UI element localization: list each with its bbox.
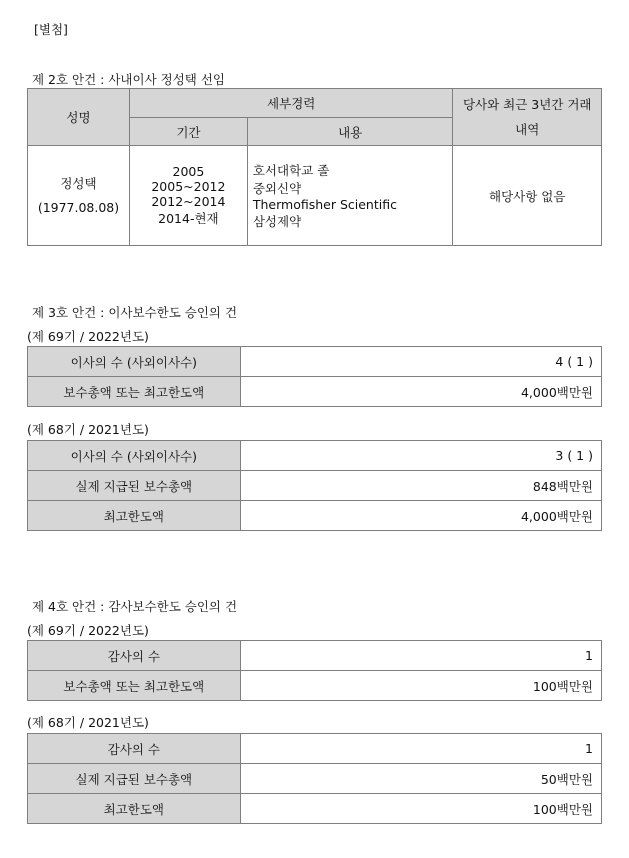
row-label: 이사의 수 (사외이사수) [28, 347, 241, 377]
career-contents [247, 146, 453, 246]
row-label: 보수총액 또는 최고한도액 [28, 377, 241, 407]
career-content: 호서대학교 졸 [252, 163, 330, 178]
career-period: 2005~2012 [151, 179, 226, 194]
career-content: 중외신약 [252, 181, 302, 196]
director-career-table [27, 88, 602, 246]
person-name: 정성택 [60, 175, 97, 191]
agenda3-previous-period: (제 68기 / 2021년도) [27, 422, 149, 437]
header-name: 성명 [28, 89, 130, 146]
row-value: 1 [240, 641, 601, 671]
person-name-cell [28, 146, 130, 246]
row-value: 3 ( 1 ) [240, 441, 601, 471]
career-period: 2014-현재 [158, 211, 219, 226]
agenda4-current-period: (제 69기 / 2022년도) [27, 623, 149, 638]
auditor-pay-current-table [27, 640, 602, 701]
row-value: 1 [240, 734, 601, 764]
row-label: 실제 지급된 보수총액 [28, 471, 241, 501]
agenda3-title: 제 3호 안건 : 이사보수한도 승인의 건 [32, 305, 238, 320]
attachment-label: [별첨] [34, 22, 68, 37]
transactions-value: 해당사항 없음 [453, 146, 602, 246]
person-birth: (1977.08.08) [37, 199, 120, 215]
header-period: 기간 [129, 118, 247, 146]
row-value: 100백만원 [240, 671, 601, 701]
header-transactions: 당사와 최근 3년간 거래내역 [453, 89, 602, 146]
career-content: 삼성제약 [252, 214, 302, 229]
header-content: 내용 [247, 118, 453, 146]
row-label: 최고한도액 [28, 501, 241, 531]
agenda4-previous-period: (제 68기 / 2021년도) [27, 715, 149, 730]
row-value: 100백만원 [240, 794, 601, 824]
career-content: Thermofisher Scientific [252, 197, 397, 212]
row-label: 보수총액 또는 최고한도액 [28, 671, 241, 701]
row-label: 감사의 수 [28, 734, 241, 764]
director-pay-current-table [27, 346, 602, 407]
row-label: 실제 지급된 보수총액 [28, 764, 241, 794]
header-career: 세부경력 [129, 89, 452, 118]
career-period: 2005 [172, 164, 205, 179]
career-periods [129, 146, 247, 246]
row-label: 감사의 수 [28, 641, 241, 671]
agenda4-title: 제 4호 안건 : 감사보수한도 승인의 건 [32, 599, 238, 614]
row-value: 848백만원 [240, 471, 601, 501]
director-pay-previous-table [27, 440, 602, 531]
agenda2-title: 제 2호 안건 : 사내이사 정성택 선임 [32, 72, 225, 87]
auditor-pay-previous-table [27, 733, 602, 824]
agenda3-current-period: (제 69기 / 2022년도) [27, 329, 149, 344]
row-value: 4 ( 1 ) [240, 347, 601, 377]
row-value: 4,000백만원 [240, 501, 601, 531]
row-value: 4,000백만원 [240, 377, 601, 407]
row-label: 최고한도액 [28, 794, 241, 824]
row-label: 이사의 수 (사외이사수) [28, 441, 241, 471]
row-value: 50백만원 [240, 764, 601, 794]
career-period: 2012~2014 [151, 194, 226, 209]
